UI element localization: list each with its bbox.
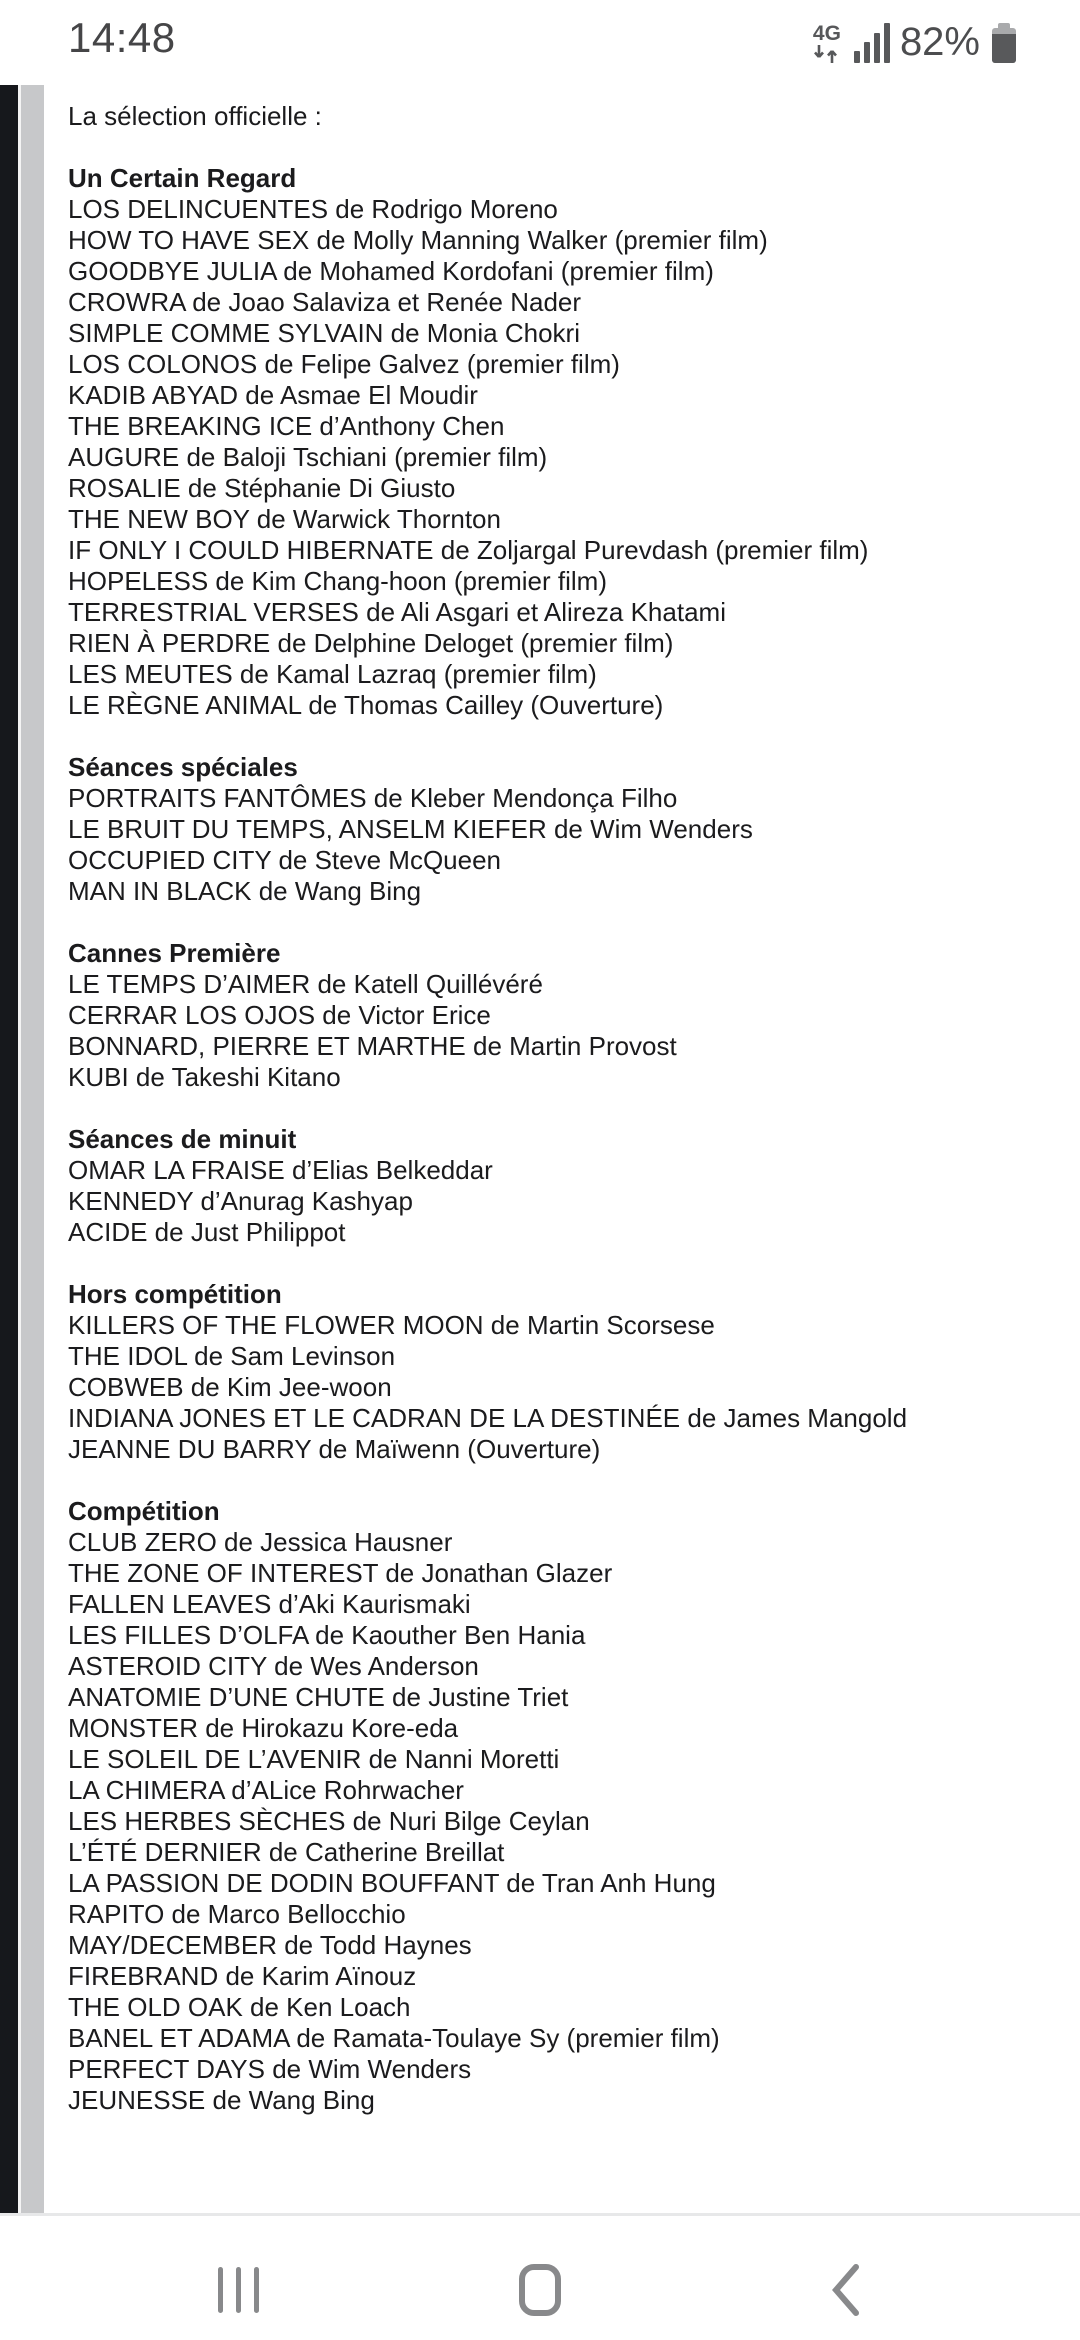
signal-strength-icon: [854, 23, 890, 63]
film-line: SIMPLE COMME SYLVAIN de Monia Chokri: [68, 318, 580, 348]
film-line: PORTRAITS FANTÔMES de Kleber Mendonça Filho: [68, 783, 678, 813]
film-line: CERRAR LOS OJOS de Victor Erice: [68, 1000, 491, 1030]
film-line: PERFECT DAYS de Wim Wenders: [68, 2054, 472, 2084]
film-line: MAN IN BLACK de Wang Bing: [68, 876, 422, 906]
film-list: [68, 194, 1044, 721]
status-icons: [812, 0, 1016, 85]
film-line: LOS DELINCUENTES de Rodrigo Moreno: [68, 194, 558, 224]
battery-percent: 82%: [899, 20, 980, 64]
film-line: FIREBRAND de Karim Aïnouz: [68, 1961, 417, 1991]
film-line: LES MEUTES de Kamal Lazraq (premier film): [68, 659, 597, 689]
recents-button[interactable]: [183, 2240, 293, 2340]
film-line: LES HERBES SÈCHES de Nuri Bilge Ceylan: [68, 1806, 590, 1836]
film-line: IF ONLY I COULD HIBERNATE de Zoljargal Purevdash (premier film): [68, 535, 869, 565]
film-line: THE IDOL de Sam Levinson: [68, 1341, 396, 1371]
film-line: RIEN À PERDRE de Delphine Deloget (premier film): [68, 628, 674, 658]
film-line: THE ZONE OF INTEREST de Jonathan Glazer: [68, 1558, 613, 1588]
film-line: ASTEROID CITY de Wes Anderson: [68, 1651, 479, 1681]
section-title: Compétition: [68, 1496, 220, 1526]
updown-arrows-icon: [812, 44, 842, 64]
selection-section: [68, 1279, 1044, 1465]
film-line: LE TEMPS D’AIMER de Katell Quillévéré: [68, 969, 543, 999]
film-line: LA PASSION DE DODIN BOUFFANT de Tran Anh Hung: [68, 1868, 716, 1898]
film-line: LE RÈGNE ANIMAL de Thomas Cailley (Ouverture): [68, 690, 664, 720]
film-line: LOS COLONOS de Felipe Galvez (premier film): [68, 349, 620, 379]
recents-icon: [218, 2267, 259, 2313]
film-line: KADIB ABYAD de Asmae El Moudir: [68, 380, 478, 410]
film-line: THE OLD OAK de Ken Loach: [68, 1992, 411, 2022]
film-line: LE SOLEIL DE L’AVENIR de Nanni Moretti: [68, 1744, 560, 1774]
selection-section: [68, 752, 1044, 907]
selection-article: [0, 85, 1080, 2213]
navigation-bar: [0, 2213, 1080, 2340]
film-list: [68, 783, 1044, 907]
film-line: BONNARD, PIERRE ET MARTHE de Martin Provost: [68, 1031, 677, 1061]
film-line: ROSALIE de Stéphanie Di Giusto: [68, 473, 456, 503]
film-line: KUBI de Takeshi Kitano: [68, 1062, 341, 1092]
film-line: TERRESTRIAL VERSES de Ali Asgari et Alireza Khatami: [68, 597, 726, 627]
film-line: LES FILLES D’OLFA de Kaouther Ben Hania: [68, 1620, 586, 1650]
selection-section: [68, 938, 1044, 1093]
selection-section: [68, 163, 1044, 721]
film-line: LE BRUIT DU TEMPS, ANSELM KIEFER de Wim Wenders: [68, 814, 753, 844]
film-list: [68, 969, 1044, 1093]
section-title: Séances de minuit: [68, 1124, 297, 1154]
film-line: ACIDE de Just Philippot: [68, 1217, 346, 1247]
film-line: JEUNESSE de Wang Bing: [68, 2085, 375, 2115]
film-line: RAPITO de Marco Bellocchio: [68, 1899, 406, 1929]
clock: 14:48: [68, 14, 176, 61]
film-line: MONSTER de Hirokazu Kore-eda: [68, 1713, 459, 1743]
back-button[interactable]: [790, 2240, 900, 2340]
film-line: LA CHIMERA d’ALice Rohrwacher: [68, 1775, 464, 1805]
back-icon: [828, 2262, 862, 2318]
film-line: CLUB ZERO de Jessica Hausner: [68, 1527, 453, 1557]
film-line: KENNEDY d’Anurag Kashyap: [68, 1186, 413, 1216]
home-icon: [519, 2264, 561, 2316]
film-line: OCCUPIED CITY de Steve McQueen: [68, 845, 502, 875]
film-line: CROWRA de Joao Salaviza et Renée Nader: [68, 287, 582, 317]
section-title: Un Certain Regard: [68, 163, 297, 193]
section-title: Hors compétition: [68, 1279, 282, 1309]
film-line: JEANNE DU BARRY de Maïwenn (Ouverture): [68, 1434, 601, 1464]
intro-line: La sélection officielle :: [68, 101, 322, 131]
film-line: ANATOMIE D’UNE CHUTE de Justine Triet: [68, 1682, 569, 1712]
status-bar: [0, 0, 1080, 85]
network-type-icon: 4G: [812, 23, 842, 64]
selection-section: [68, 1124, 1044, 1248]
section-title: Séances spéciales: [68, 752, 298, 782]
battery-icon: [992, 23, 1016, 63]
film-line: FALLEN LEAVES d’Aki Kaurismaki: [68, 1589, 471, 1619]
film-line: INDIANA JONES ET LE CADRAN DE LA DESTINÉE de James Mangold: [68, 1403, 908, 1433]
film-line: L’ÉTÉ DERNIER de Catherine Breillat: [68, 1837, 505, 1867]
film-line: GOODBYE JULIA de Mohamed Kordofani (premier film): [68, 256, 714, 286]
selection-section: [68, 1496, 1044, 2116]
home-button[interactable]: [485, 2240, 595, 2340]
film-line: HOW TO HAVE SEX de Molly Manning Walker (premier film): [68, 225, 768, 255]
film-line: MAY/DECEMBER de Todd Haynes: [68, 1930, 472, 1960]
film-line: COBWEB de Kim Jee-woon: [68, 1372, 392, 1402]
film-line: THE BREAKING ICE d’Anthony Chen: [68, 411, 505, 441]
film-line: HOPELESS de Kim Chang-hoon (premier film): [68, 566, 607, 596]
section-title: Cannes Première: [68, 938, 281, 968]
film-line: AUGURE de Baloji Tschiani (premier film): [68, 442, 548, 472]
film-list: [68, 1155, 1044, 1248]
film-list: [68, 1527, 1044, 2116]
film-line: KILLERS OF THE FLOWER MOON de Martin Scorsese: [68, 1310, 715, 1340]
film-line: OMAR LA FRAISE d’Elias Belkeddar: [68, 1155, 493, 1185]
film-line: BANEL ET ADAMA de Ramata-Toulaye Sy (premier film): [68, 2023, 720, 2053]
film-list: [68, 1310, 1044, 1465]
film-line: THE NEW BOY de Warwick Thornton: [68, 504, 501, 534]
page-content[interactable]: [0, 85, 1080, 2213]
sections-container: [68, 163, 1044, 2116]
